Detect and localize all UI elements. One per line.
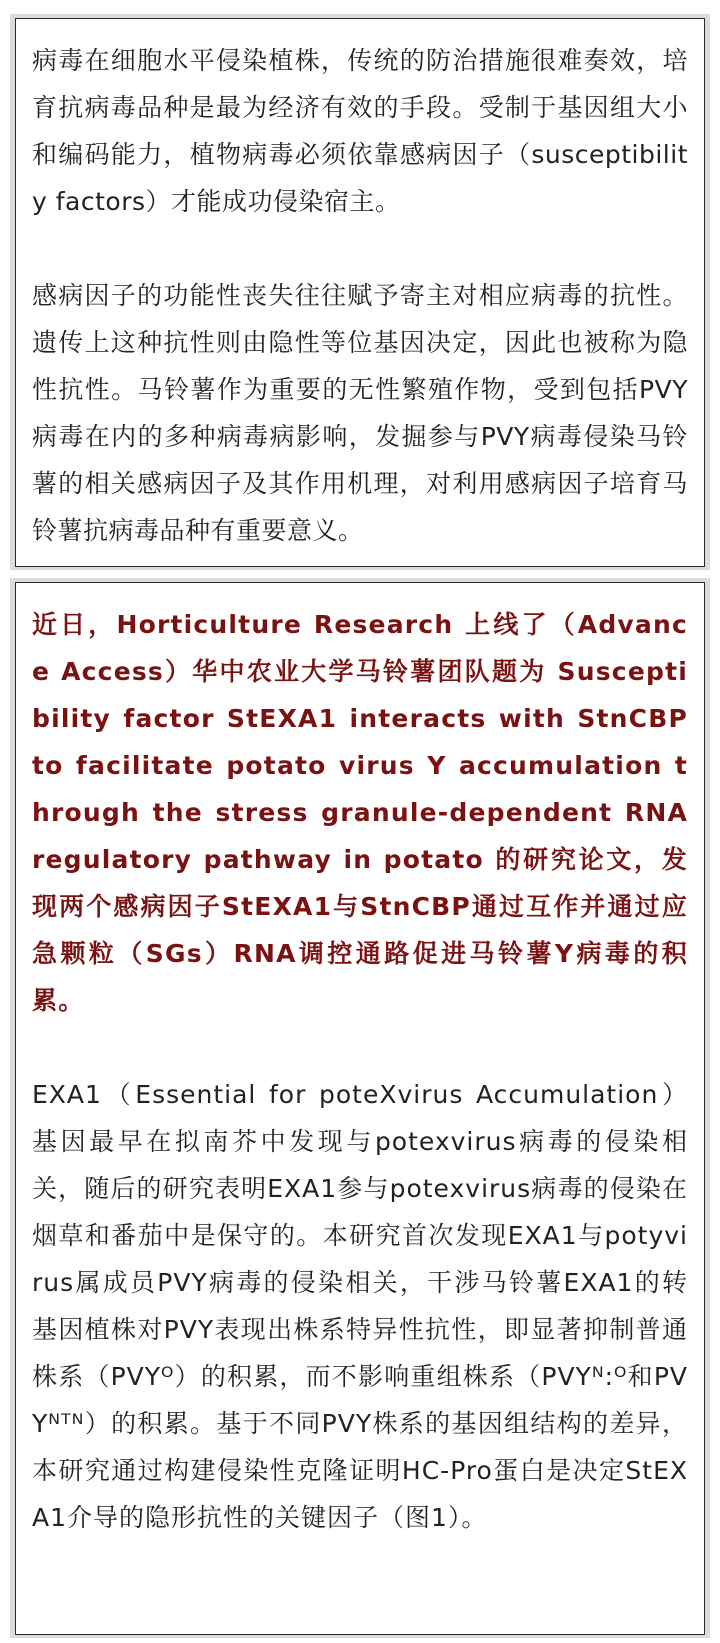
- research-frame: [10, 578, 710, 1638]
- paragraph-spacer: [32, 225, 688, 272]
- research-highlight-paragraph: 近日，Horticulture Research 上线了（Advance Access）华中农业大学马铃薯团队题为 Susceptibility factor StEXA1 interacts with StnCBP to facilitate potato virus Y accumulation through the stress granule-dependent RNA regulatory pathway in potato 的研究论文，发现两个感病因子StEXA1与StnCBP通过互作并通过应急颗粒（SGs）RNA调控通路促进马铃薯Y病毒的积累。: [32, 610, 688, 1015]
- paragraph-spacer: [32, 1024, 688, 1071]
- exa1-paragraph: EXA1（Essential for poteXvirus Accumulation）基因最早在拟南芥中发现与potexvirus病毒的侵染相关，随后的研究表明EXA1参与potexvirus病毒的侵染在烟草和番茄中是保守的。本研究首次发现EXA1与potyvirus属成员PVY病毒的侵染相关，干涉马铃薯EXA1的转基因植株对PVY表现出株系特异性抗性，即显著抑制普通株系（PVYᴼ）的积累，而不影响重组株系（PVYᴺ:ᴼ和PVYᴺᵀᴺ）的积累。基于不同PVY株系的基因组结构的差异，本研究通过构建侵染性克隆证明HC-Pro蛋白是决定StEXA1介导的隐形抗性的关键因子（图1）。: [32, 1080, 688, 1532]
- intro-text-box: [15, 18, 705, 567]
- intro-frame: [10, 14, 710, 570]
- intro-paragraph-2: 感病因子的功能性丧失往往赋予寄主对相应病毒的抗性。遗传上这种抗性则由隐性等位基因决定，因此也被称为隐性抗性。马铃薯作为重要的无性繁殖作物，受到包括PVY病毒在内的多种病毒病影响，发掘参与PVY病毒侵染马铃薯的相关感病因子及其作用机理，对利用感病因子培育马铃薯抗病毒品种有重要意义。: [32, 281, 688, 545]
- intro-paragraph-1: 病毒在细胞水平侵染植株，传统的防治措施很难奏效，培育抗病毒品种是最为经济有效的手段。受制于基因组大小和编码能力，植物病毒必须依靠感病因子（susceptibility factors）才能成功侵染宿主。: [32, 46, 688, 216]
- research-text-box: [15, 582, 705, 1635]
